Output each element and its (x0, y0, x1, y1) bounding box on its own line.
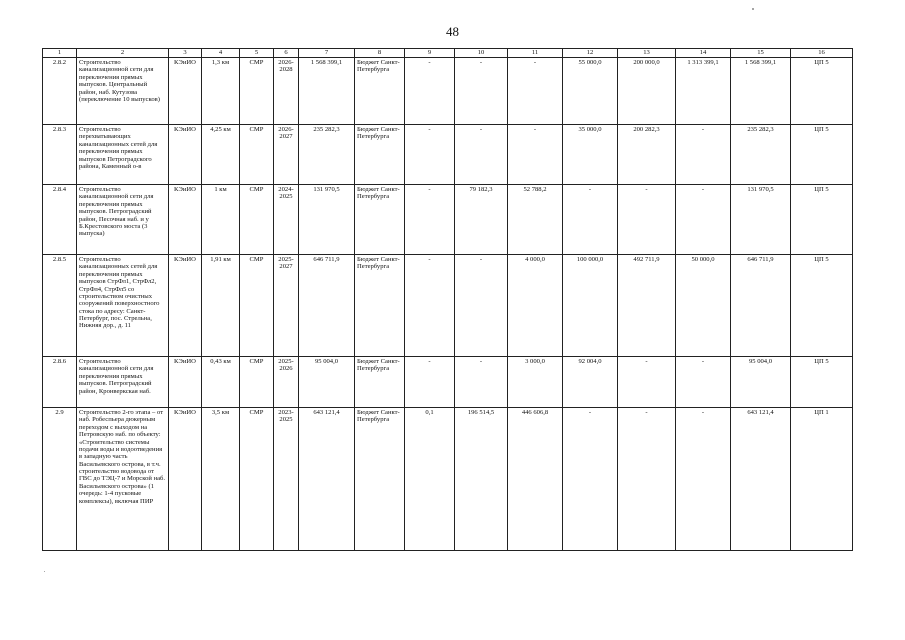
value-col-10: - (455, 125, 508, 185)
col-header: 10 (455, 49, 508, 58)
page-number: 48 (446, 24, 459, 39)
row-id: 2.8.6 (43, 357, 77, 408)
program-code: ЦП 5 (791, 357, 853, 408)
col-header: 14 (676, 49, 731, 58)
row-id: 2.9 (43, 408, 77, 551)
col-header: 4 (202, 49, 240, 58)
scan-speck (752, 8, 754, 10)
value-col-13: - (618, 185, 676, 255)
length: 1,3 км (202, 58, 240, 125)
work-type: СМР (240, 255, 274, 357)
scan-speck (44, 571, 45, 572)
project-name: Строительство канализационных сетей для переключения прямых выпусков СтрФл1, СтрФл2, СтрФл4, СтрФл5 со строительством очистных сооружений поверхностного стока по адресу: Санкт-Петербург, пос. Стрельна, Нижняя дор., д. 11 (77, 255, 169, 357)
value-col-9: - (405, 58, 455, 125)
value-col-14: 50 000,0 (676, 255, 731, 357)
responsible-org: КЭиИО (169, 357, 202, 408)
col-header: 16 (791, 49, 853, 58)
header-row (43, 49, 853, 58)
col-header: 2 (77, 49, 169, 58)
table-row (43, 255, 853, 357)
project-name: Строительство 2-го этапа – от наб. Робеспьера дюкерным переходом с выходом на Петровскую наб. по объекту: «Строительство системы подачи воды и водоотведения в западную часть Васильевского острова, в т.ч. строительство водовода от ГВС до ТЭЦ-7 и Морской наб. Васильевского острова» (1 очередь: 1-4 пусковые комплексы), включая ПИР (77, 408, 169, 551)
col-header: 6 (274, 49, 299, 58)
row-id: 2.8.3 (43, 125, 77, 185)
col-header: 7 (299, 49, 355, 58)
responsible-org: КЭиИО (169, 185, 202, 255)
value-col-12: - (563, 408, 618, 551)
total-cost: 1 568 399,1 (299, 58, 355, 125)
total-cost: 95 004,0 (299, 357, 355, 408)
work-type: СМР (240, 58, 274, 125)
project-name: Строительство канализационной сети для переключения прямых выпусков. Петроградский район, Песочная наб. и у Б.Крестовского моста (3 выпуска) (77, 185, 169, 255)
table-row (43, 125, 853, 185)
funding-source: Бюджет Санкт-Петербурга (355, 255, 405, 357)
col-header: 8 (355, 49, 405, 58)
project-name: Строительство канализационной сети для переключения прямых выпусков. Петроградский район, Кронверкская наб. (77, 357, 169, 408)
value-col-11: - (508, 58, 563, 125)
value-col-13: - (618, 408, 676, 551)
value-col-10: - (455, 255, 508, 357)
project-name: Строительство перехватывающих канализационных сетей для переключения прямых выпусков Петроградского района, Каменный о-в (77, 125, 169, 185)
col-header: 5 (240, 49, 274, 58)
value-col-11: 446 606,8 (508, 408, 563, 551)
col-header: 1 (43, 49, 77, 58)
period: 2024-2025 (274, 185, 299, 255)
period: 2025-2026 (274, 357, 299, 408)
length: 4,25 км (202, 125, 240, 185)
row-id: 2.8.4 (43, 185, 77, 255)
funding-source: Бюджет Санкт-Петербурга (355, 357, 405, 408)
project-name: Строительство канализационной сети для переключения прямых выпусков. Центральный район, наб. Кутузова (переключение 10 выпусков) (77, 58, 169, 125)
total-cost: 643 121,4 (299, 408, 355, 551)
value-col-12: 92 004,0 (563, 357, 618, 408)
value-col-9: 0,1 (405, 408, 455, 551)
col-header: 11 (508, 49, 563, 58)
value-col-11: 4 000,0 (508, 255, 563, 357)
value-col-15: 131 970,5 (731, 185, 791, 255)
length: 1,91 км (202, 255, 240, 357)
row-id: 2.8.2 (43, 58, 77, 125)
period: 2026-2027 (274, 125, 299, 185)
value-col-10: 196 514,5 (455, 408, 508, 551)
table-row (43, 58, 853, 125)
value-col-15: 646 711,9 (731, 255, 791, 357)
responsible-org: КЭиИО (169, 255, 202, 357)
value-col-12: - (563, 185, 618, 255)
value-col-13: - (618, 357, 676, 408)
value-col-13: 200 000,0 (618, 58, 676, 125)
value-col-12: 35 000,0 (563, 125, 618, 185)
row-id: 2.8.5 (43, 255, 77, 357)
work-type: СМР (240, 125, 274, 185)
value-col-10: - (455, 357, 508, 408)
value-col-14: 1 313 399,1 (676, 58, 731, 125)
total-cost: 131 970,5 (299, 185, 355, 255)
value-col-9: - (405, 255, 455, 357)
period: 2023-2025 (274, 408, 299, 551)
table-row (43, 357, 853, 408)
value-col-9: - (405, 357, 455, 408)
length: 1 км (202, 185, 240, 255)
responsible-org: КЭиИО (169, 408, 202, 551)
funding-source: Бюджет Санкт-Петербурга (355, 125, 405, 185)
col-header: 13 (618, 49, 676, 58)
length: 0,43 км (202, 357, 240, 408)
value-col-15: 95 004,0 (731, 357, 791, 408)
value-col-15: 1 568 399,1 (731, 58, 791, 125)
total-cost: 235 282,3 (299, 125, 355, 185)
period: 2025-2027 (274, 255, 299, 357)
value-col-9: - (405, 185, 455, 255)
value-col-12: 100 000,0 (563, 255, 618, 357)
responsible-org: КЭиИО (169, 125, 202, 185)
table-row (43, 408, 853, 551)
value-col-15: 235 282,3 (731, 125, 791, 185)
col-header: 15 (731, 49, 791, 58)
responsible-org: КЭиИО (169, 58, 202, 125)
work-type: СМР (240, 408, 274, 551)
work-type: СМР (240, 357, 274, 408)
value-col-13: 492 711,9 (618, 255, 676, 357)
period: 2026-2028 (274, 58, 299, 125)
program-code: ЦП 5 (791, 58, 853, 125)
table-row (43, 185, 853, 255)
value-col-14: - (676, 408, 731, 551)
col-header: 3 (169, 49, 202, 58)
value-col-12: 55 000,0 (563, 58, 618, 125)
value-col-11: 3 000,0 (508, 357, 563, 408)
col-header: 12 (563, 49, 618, 58)
funding-source: Бюджет Санкт-Петербурга (355, 408, 405, 551)
value-col-10: 79 182,3 (455, 185, 508, 255)
work-type: СМР (240, 185, 274, 255)
funding-source: Бюджет Санкт-Петербурга (355, 185, 405, 255)
funding-source: Бюджет Санкт-Петербурга (355, 58, 405, 125)
col-header: 9 (405, 49, 455, 58)
value-col-13: 200 282,3 (618, 125, 676, 185)
value-col-10: - (455, 58, 508, 125)
length: 3,5 км (202, 408, 240, 551)
total-cost: 646 711,9 (299, 255, 355, 357)
value-col-14: - (676, 185, 731, 255)
value-col-11: - (508, 125, 563, 185)
value-col-9: - (405, 125, 455, 185)
program-table (42, 48, 853, 551)
value-col-14: - (676, 125, 731, 185)
value-col-15: 643 121,4 (731, 408, 791, 551)
value-col-14: - (676, 357, 731, 408)
program-code: ЦП 5 (791, 125, 853, 185)
program-code: ЦП 5 (791, 255, 853, 357)
program-code: ЦП 5 (791, 185, 853, 255)
value-col-11: 52 788,2 (508, 185, 563, 255)
program-code: ЦП 1 (791, 408, 853, 551)
